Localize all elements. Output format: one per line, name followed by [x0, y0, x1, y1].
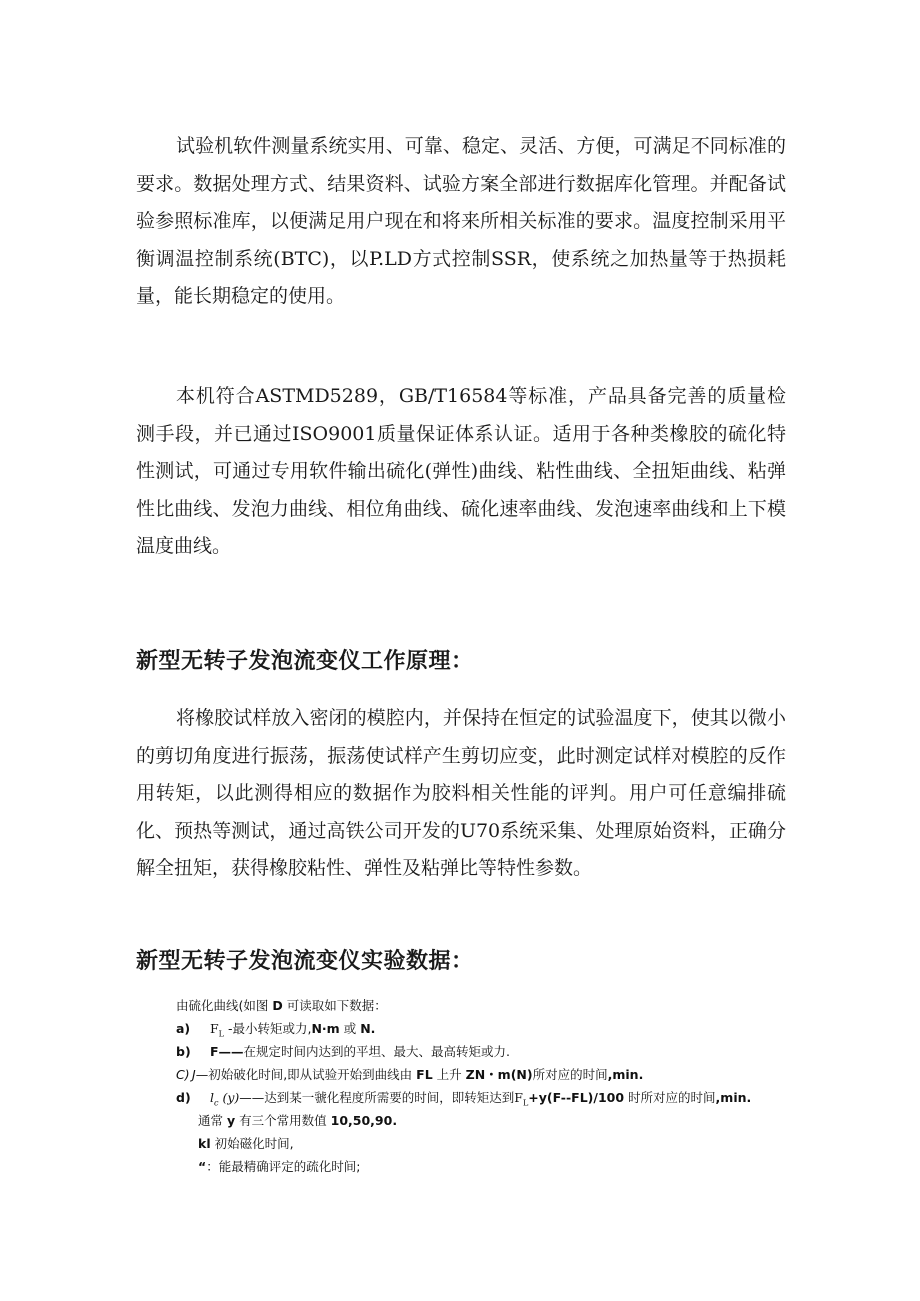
data-item-a: a) $F_L$ -最小转矩或力,N·m 或 N. — [176, 1021, 376, 1039]
data-item-d-note-cure-time: “：能最精确评定的疏化时间; — [198, 1159, 361, 1174]
intro-paragraph-standards: 本机符合ASTMD5289，GB/T16584等标准，产品具备完善的质量检测手段，并已通过ISO9001质量保证体系认证。适用于各种类橡胶的硫化特性测试，可通过专用软件输出硫化(弹性)曲线、粘性曲线、全扭矩曲线、粘弹性比曲线、发泡力曲线、相位角曲线、硫化速率曲线、发泡速率曲线和上下模温度曲线。 — [136, 385, 786, 557]
data-item-d-note-y: 通常 y 有三个常用数值 10,50,90. — [198, 1113, 398, 1128]
data-item-b: b) F——在规定时间内达到的平坦、最大、最高转矩或力. — [176, 1044, 511, 1059]
heading-experiment-data: 新型无转子发泡流变仪实验数据： — [136, 949, 474, 974]
paragraph-working-principle: 将橡胶试样放入密闭的模腔内，并保持在恒定的试验温度下，使其以微小的剪切角度进行振荡，振荡使试样产生剪切应变，此时测定试样对模腔的反作用转矩，以此测得相应的数据作为胶料相关性能的评判。用户可任意编排硫化、预热等测试，通过高铁公司开发的U70系统采集、处理原始资料，正确分解全扭矩，获得橡胶粘性、弹性及粘弹比等特性参数。 — [136, 707, 786, 879]
data-intro-line: 由硫化曲线(如图 D 可读取如下数据： — [176, 998, 387, 1013]
data-item-d-note-kl: kl 初始磁化时间, — [198, 1136, 294, 1151]
intro-paragraph-software: 试验机软件测量系统实用、可靠、稳定、灵活、方便，可满足不同标准的要求。数据处理方式、结果资料、试验方案全部进行数据库化管理。并配备试验参照标准库，以便满足用户现在和将来所相关标准的要求。温度控制采用平衡调温控制系统(BTC)，以P.LD方式控制SSR，使系统之加热量等于热损耗量，能长期稳定的使用。 — [136, 135, 786, 307]
data-item-d: d) $l_c$ (y)——达到某一虢化程度所需要的时间，即转矩达到$F_L+y(F--FL)/100$ 时所对应的时间,min. — [176, 1090, 752, 1108]
heading-working-principle: 新型无转子发泡流变仪工作原理： — [136, 649, 474, 674]
experiment-data-list — [176, 994, 816, 1178]
data-item-c: C) J—初始破化时间,即从试验开始到曲线由 FL 上升 ZN・m(N)所对应的时间,min. — [176, 1067, 644, 1082]
